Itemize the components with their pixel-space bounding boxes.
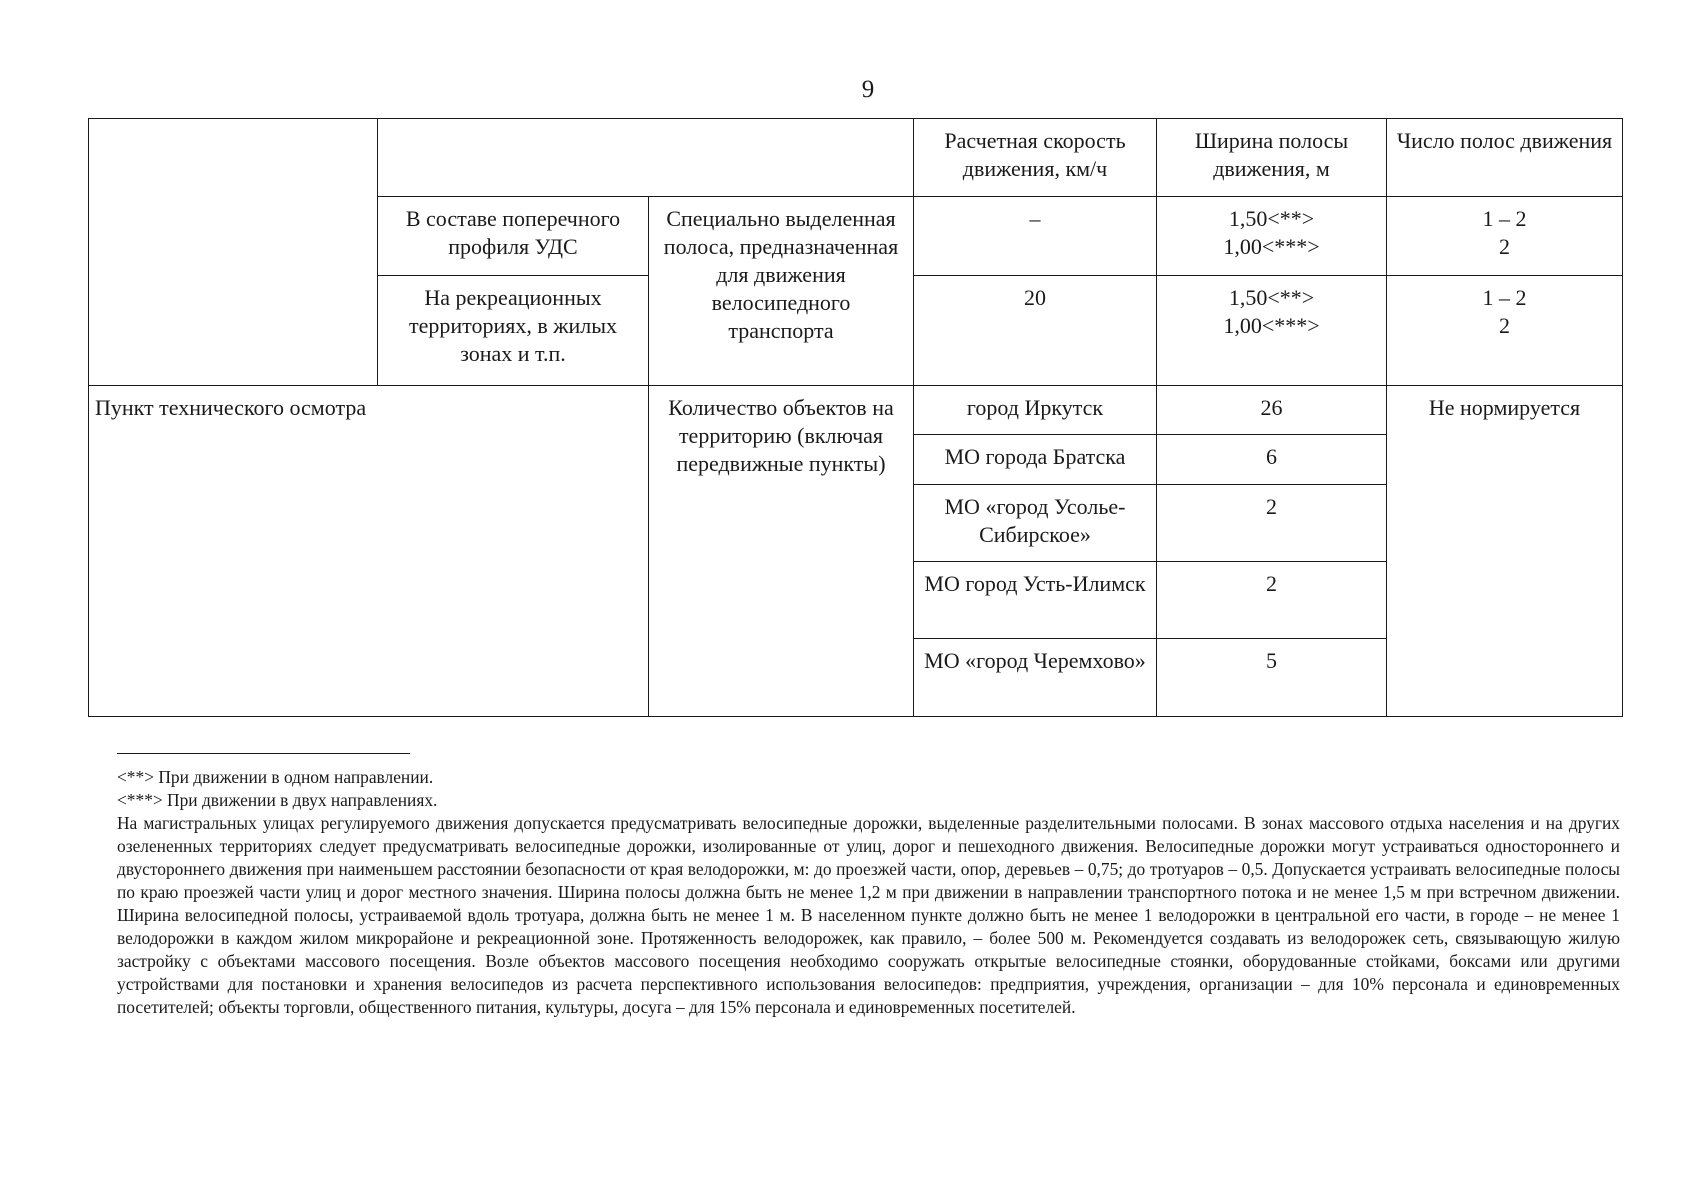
header-lane-width: Ширина полосы движения, м [1157, 119, 1387, 197]
lane-width-cell [1157, 197, 1387, 276]
lane-count-cell [1387, 276, 1623, 386]
header-speed: Расчетная скорость движения, км/ч [914, 119, 1157, 197]
footnote-one-way: <**> При движении в одном направлении. [117, 767, 434, 787]
speed-cell: 20 [914, 276, 1157, 386]
inspection-norm-cell: Не нормируется [1387, 386, 1623, 717]
speed-cell: – [914, 197, 1157, 276]
lane-count-two-way: 2 [1499, 234, 1510, 259]
value-cell: 26 [1157, 386, 1387, 435]
bike-lane-type-cell: Специально выделенная полоса, предназначенная для движения велосипедного транспорта [649, 197, 914, 386]
footnote-body: На магистральных улицах регулируемого движения допускается предусматривать велосипедные дорожки, выделенные разделительными полосами. В зонах массового отдыха населения и на других озелененных территориях следует предусматривать велосипедные дорожки, изолированные от улиц, дорог и пешеходного движения. Велосипедные дорожки могут устраиваться одностороннего и двустороннего движения при наименьшем расстоянии безопасности от края велодорожки, м: до проезжей части, опор, деревьев – 0,75; до тротуаров – 0,5. Допускается устраивать велосипедные полосы по краю проезжей части улиц и дорог местного значения. Ширина полосы должна быть не менее 1,2 м при движении в направлении транспортного потока и не менее 1,5 м при встречном движении. Ширина велосипедной полосы, устраиваемой вдоль тротуара, должна быть не менее 1 м. В населенном пункте должно быть не менее 1 велодорожки в центральной его части, в городе – не менее 1 велодорожки в каждом жилом микрорайоне и рекреационной зоне. Протяженность велодорожек, как правило, – более 500 м. Рекомендуется создавать из велодорожек сеть, связывающую жилую застройку с объектами массового посещения. Возле объектов массового посещения необходимо сооружать открытые велосипедные стоянки, оборудованные стойками, боксами или другими устройствами для постановки и хранения велосипедов из расчета перспективного использования велосипедов: предприятия, учреждения, организации – для 10% персонала и единовременных посетителей; объекты торговли, общественного питания, культуры, досуга – для 15% персонала и единовременных посетителей. [117, 813, 1620, 1017]
lane-count-one-way: 1 – 2 [1482, 285, 1527, 310]
table-header-row [89, 119, 1623, 197]
area-cell: МО «город Усолье-Сибирское» [914, 485, 1157, 562]
area-cell: МО города Братска [914, 435, 1157, 485]
lane-width-two-way: 1,00<***> [1223, 313, 1320, 338]
empty-cell [89, 119, 378, 386]
empty-cell [378, 119, 914, 197]
lane-width-cell [1157, 276, 1387, 386]
inspection-indicator-cell: Количество объектов на территорию (включая передвижные пункты) [649, 386, 914, 717]
page-number: 9 [861, 76, 875, 103]
footnotes [117, 766, 1620, 1019]
area-cell: город Иркутск [914, 386, 1157, 435]
footnote-separator [117, 753, 410, 754]
lane-width-two-way: 1,00<***> [1223, 234, 1320, 259]
area-cell: МО город Усть-Илимск [914, 562, 1157, 639]
lane-count-two-way: 2 [1499, 313, 1510, 338]
value-cell: 2 [1157, 562, 1387, 639]
table-row [89, 386, 1623, 435]
norms-table [88, 118, 1623, 717]
lane-count-cell [1387, 197, 1623, 276]
value-cell: 5 [1157, 639, 1387, 717]
bike-location-cell: На рекреационных территориях, в жилых зонах и т.п. [378, 276, 649, 386]
lane-count-one-way: 1 – 2 [1482, 206, 1527, 231]
inspection-name-cell: Пункт технического осмотра [89, 386, 649, 717]
area-cell: МО «город Черемхово» [914, 639, 1157, 717]
footnote-two-way: <***> При движении в двух направлениях. [117, 790, 438, 810]
bike-location-cell: В составе поперечного профиля УДС [378, 197, 649, 276]
value-cell: 2 [1157, 485, 1387, 562]
lane-width-one-way: 1,50<**> [1228, 285, 1315, 310]
value-cell: 6 [1157, 435, 1387, 485]
header-lane-count: Число полос движения [1387, 119, 1623, 197]
lane-width-one-way: 1,50<**> [1228, 206, 1315, 231]
